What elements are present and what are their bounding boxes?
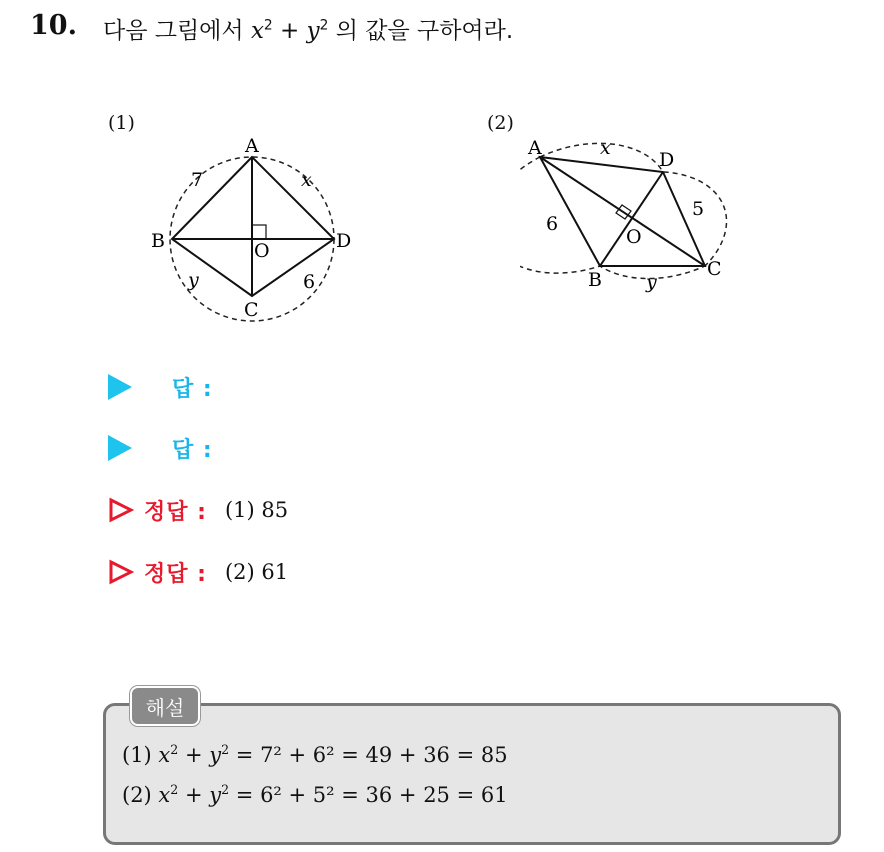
fig2-point-a: A xyxy=(528,137,542,159)
correct-row-2 xyxy=(108,555,288,589)
answer-label: 답 : xyxy=(172,376,213,402)
fig1-point-d: D xyxy=(336,230,352,252)
exp: 2 xyxy=(221,782,230,797)
fig2-edge-bc: y xyxy=(646,271,657,293)
exp-2a: 2 xyxy=(263,17,273,34)
figure1-label: (1) xyxy=(108,112,135,134)
fig1-edge-cd: 6 xyxy=(303,271,316,293)
fig1-edge-bc: y xyxy=(188,269,199,291)
fig2-point-o: O xyxy=(626,226,642,248)
correct-label: 정답 : xyxy=(144,561,207,587)
var-y: y xyxy=(209,743,222,767)
fig1-edge-ad: x xyxy=(301,169,312,191)
play-triangle-icon xyxy=(108,374,132,400)
fig2-point-b: B xyxy=(588,269,602,291)
question-number: 10. xyxy=(30,10,77,41)
fig1-point-a: A xyxy=(245,135,259,157)
fig1-point-c: C xyxy=(244,299,259,321)
fig2-edge-ab: 6 xyxy=(546,213,559,235)
exp-2b: 2 xyxy=(319,17,329,34)
answer-row-2 xyxy=(108,431,213,465)
fig2-edge-ad: x xyxy=(600,137,611,159)
fig1-edge-ab: 7 xyxy=(191,169,204,191)
answer-label: 답 : xyxy=(172,437,213,463)
question-text: 다음 그림에서 $x^2 + y^2$ 의 값을 구하여라. xyxy=(103,17,514,44)
var-y: y xyxy=(209,783,222,807)
explanation-tag: 해설 xyxy=(130,686,200,726)
var-x: x xyxy=(158,783,171,807)
correct-value: (1) 85 xyxy=(224,498,289,522)
line1-prefix: (1) xyxy=(122,743,159,767)
fig2-point-d: D xyxy=(659,149,675,171)
correct-label: 정답 : xyxy=(144,499,207,525)
fig2-point-c: C xyxy=(707,258,722,280)
fig1-point-b: B xyxy=(151,230,165,252)
correct-row-1 xyxy=(108,493,288,527)
explanation-box xyxy=(103,703,841,845)
line1-rest: = 7² + 6² = 49 + 36 = 85 xyxy=(229,743,508,767)
play-triangle-icon xyxy=(108,435,132,461)
line2-prefix: (2) xyxy=(122,783,159,807)
exp: 2 xyxy=(170,782,179,797)
question-text-after: 의 값을 구하여라. xyxy=(328,18,514,44)
fig1-point-o: O xyxy=(254,240,270,262)
line2-rest: = 6² + 5² = 36 + 25 = 61 xyxy=(229,783,508,807)
question-text-before: 다음 그림에서 xyxy=(103,18,251,44)
exp: 2 xyxy=(221,742,230,757)
correct-value: (2) 61 xyxy=(224,560,289,584)
figure2-label: (2) xyxy=(487,112,514,134)
fig1-right-angle xyxy=(252,225,266,239)
exp: 2 xyxy=(170,742,179,757)
figure1-diagram xyxy=(140,130,370,325)
figure2-diagram xyxy=(520,130,740,300)
outline-triangle-icon xyxy=(108,559,134,585)
explanation-line-1: (1) $x^2 + y^2 = 7^2 + 6^2 = 49 + 36 = 85$ xyxy=(122,742,508,767)
var-x: x xyxy=(158,743,171,767)
fig2-diagonal-bd xyxy=(600,172,663,266)
explanation-line-2: (2) $x^2 + y^2 = 6^2 + 5^2 = 36 + 25 = 61$ xyxy=(122,782,508,807)
expr-y2: y xyxy=(306,18,320,44)
fig2-edge-cd: 5 xyxy=(692,198,705,220)
answer-row-1 xyxy=(108,370,213,404)
expr-x2: x xyxy=(250,18,264,44)
outline-triangle-icon xyxy=(108,497,134,523)
